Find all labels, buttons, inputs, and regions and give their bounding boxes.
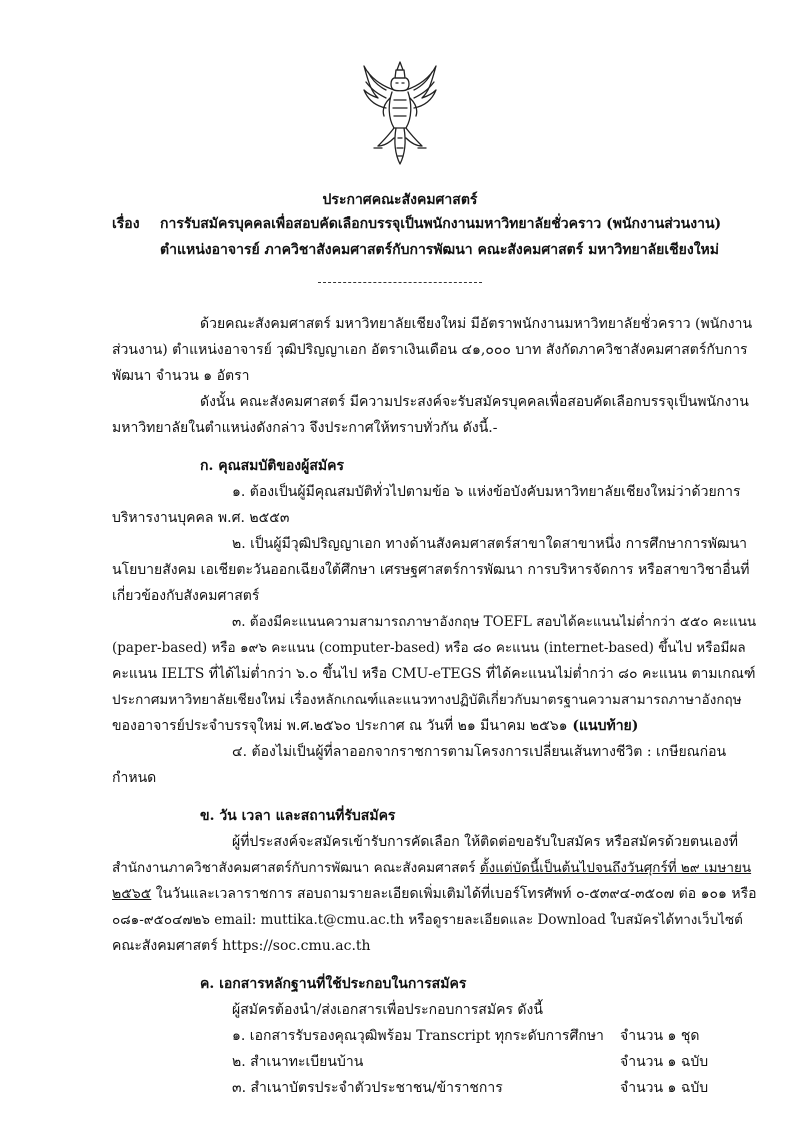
section-b-line2	[112, 858, 751, 878]
document-item-2-qty: จำนวน ๑ ฉบับ	[620, 1054, 709, 1070]
section-a-item4-line2: กำหนด	[112, 770, 157, 786]
document-item-1-qty: จำนวน ๑ ชุด	[620, 1028, 700, 1044]
document-item-3-qty: จำนวน ๑ ฉบับ	[620, 1080, 709, 1096]
garuda-emblem-icon	[360, 60, 440, 170]
header-divider	[318, 282, 482, 283]
contact-text: ในวันและเวลาราชการ สอบถามรายละเอียดเพิ่มเติมได้ที่เบอร์โทรศัพท์ ๐-๕๓๙๔-๓๕๐๗ ต่อ ๑๐๑ หรือ	[151, 886, 757, 902]
intro-p2-line2: มหาวิทยาลัยในตำแหน่งดังกล่าว จึงประกาศให้ทราบทั่วกัน ดังนี้.-	[112, 420, 498, 436]
office-text: สำนักงานภาควิชาสังคมศาสตร์กับการพัฒนา คณะสังคมศาสตร์	[112, 860, 480, 876]
intro-p1-line1: ด้วยคณะสังคมศาสตร์ มหาวิทยาลัยเชียงใหม่ มีอัตราพนักงานมหาวิทยาลัยชั่วคราว (พนักงาน	[200, 316, 753, 332]
deadline-text: ตั้งแต่บัดนี้เป็นต้นไปจนถึงวันศุกร์ที่ ๒๙ เมษายน	[479, 860, 752, 876]
intro-p1-line2: ส่วนงาน) ตำแหน่งอาจารย์ วุฒิปริญญาเอก อัตราเงินเดือน ๔๑,๐๐๐ บาท สังกัดภาควิชาสังคมศาสตร์กับการ	[112, 342, 748, 358]
section-b-line4: ๐๘๑-๙๕๐๔๗๒๖ email: muttika.t@cmu.ac.th หรือดูรายละเอียดและ Download ใบสมัครได้ทางเว็บไซต์	[112, 912, 743, 928]
section-b-line1: ผู้ที่ประสงค์จะสมัครเข้ารับการคัดเลือก ให้ติดต่อขอรับใบสมัคร หรือสมัครด้วยตนเองที่	[232, 834, 738, 850]
section-a-item3-line4: ประกาศมหาวิทยาลัยเชียงใหม่ เรื่องหลักเกณฑ์และแนวทางปฏิบัติเกี่ยวกับมาตรฐานความสามารถภาษาอังกฤษ	[112, 692, 742, 708]
section-a-item2-line1: ๒. เป็นผู้มีวุฒิปริญญาเอก ทางด้านสังคมศาสตร์สาขาใดสาขาหนึ่ง การศึกษาการพัฒนา	[232, 536, 748, 552]
section-a-item3-line1: ๓. ต้องมีคะแนนความสามารถภาษาอังกฤษ TOEFL สอบได้คะแนนไม่ต่ำกว่า ๕๕๐ คะแนน	[232, 614, 757, 630]
intro-p2-line1: ดังนั้น คณะสังคมศาสตร์ มีความประสงค์จะรับสมัครบุคคลเพื่อสอบคัดเลือกบรรจุเป็นพนักงาน	[200, 394, 749, 410]
section-a-item4-line1: ๔. ต้องไม่เป็นผู้ที่ลาออกจากราชการตามโครงการเปลี่ยนเส้นทางชีวิต : เกษียณก่อน	[232, 744, 727, 760]
subject-text: การรับสมัครบุคคลเพื่อสอบคัดเลือกบรรจุเป็นพนักงานมหาวิทยาลัยชั่วคราว (พนักงานส่วนงาน)	[160, 216, 722, 232]
section-a-item3-line2: (paper-based) หรือ ๑๙๖ คะแนน (computer-based) หรือ ๘๐ คะแนน (internet-based) ขึ้นไป หรือมีผล	[112, 640, 746, 656]
section-b-heading: ข. วัน เวลา และสถานที่รับสมัคร	[200, 808, 396, 824]
section-a-item2-line2: นโยบายสังคม เอเชียตะวันออกเฉียงใต้ศึกษา เศรษฐศาสตร์การพัฒนา การบริหารจัดการ หรือสาขาวิชาอื่นที่	[112, 562, 750, 578]
document-item-3: ๓. สำเนาบัตรประจำตัวประชาชน/ข้าราชการ	[232, 1080, 503, 1096]
section-c-heading: ค. เอกสารหลักฐานที่ใช้ประกอบในการสมัคร	[200, 976, 467, 992]
section-b-line5: คณะสังคมศาสตร์ https://soc.cmu.ac.th	[112, 938, 371, 954]
announcement-title: ประกาศคณะสังคมศาสตร์	[322, 192, 478, 208]
section-a-item2-line3: เกี่ยวข้องกับสังคมศาสตร์	[112, 588, 260, 604]
section-a-heading: ก. คุณสมบัติของผู้สมัคร	[200, 458, 345, 474]
intro-p1-line3: พัฒนา จำนวน ๑ อัตรา	[112, 368, 250, 384]
document-item-2: ๒. สำเนาทะเบียนบ้าน	[232, 1054, 364, 1070]
document-item-1: ๑. เอกสารรับรองคุณวุฒิพร้อม Transcript ทุกระดับการศึกษา	[232, 1028, 604, 1044]
section-a-item3-line5	[112, 716, 638, 736]
section-c-intro: ผู้สมัครต้องนำ/ส่งเอกสารเพื่อประกอบการสมัคร ดังนี้	[232, 1002, 543, 1018]
attachment-note: (แนบท้าย)	[567, 718, 639, 734]
section-a-item3-line3: คะแนน IELTS ที่ได้ไม่ต่ำกว่า ๖.๐ ขึ้นไป หรือ CMU-eTEGS ที่ได้คะแนนไม่ต่ำกว่า ๘๐ คะแนน ตามเกณฑ์	[112, 666, 756, 682]
section-a-item1-line2: บริหารงานบุคคล พ.ศ. ๒๕๕๓	[112, 510, 290, 526]
deadline-year: ๒๕๖๕	[112, 886, 152, 902]
subject-label: เรื่อง	[112, 216, 140, 232]
item3-line5-text: ของอาจารย์ประจำบรรจุใหม่ พ.ศ.๒๕๖๐ ประกาศ ณ วันที่ ๒๑ มีนาคม ๒๕๖๑	[112, 718, 568, 734]
section-a-item1-line1: ๑. ต้องเป็นผู้มีคุณสมบัติทั่วไปตามข้อ ๖ แห่งข้อบังคับมหาวิทยาลัยเชียงใหม่ว่าด้วยการ	[232, 484, 741, 500]
position-text: ตำแหน่งอาจารย์ ภาควิชาสังคมศาสตร์กับการพัฒนา คณะสังคมศาสตร์ มหาวิทยาลัยเชียงใหม่	[160, 242, 720, 258]
section-b-line3	[112, 884, 757, 904]
